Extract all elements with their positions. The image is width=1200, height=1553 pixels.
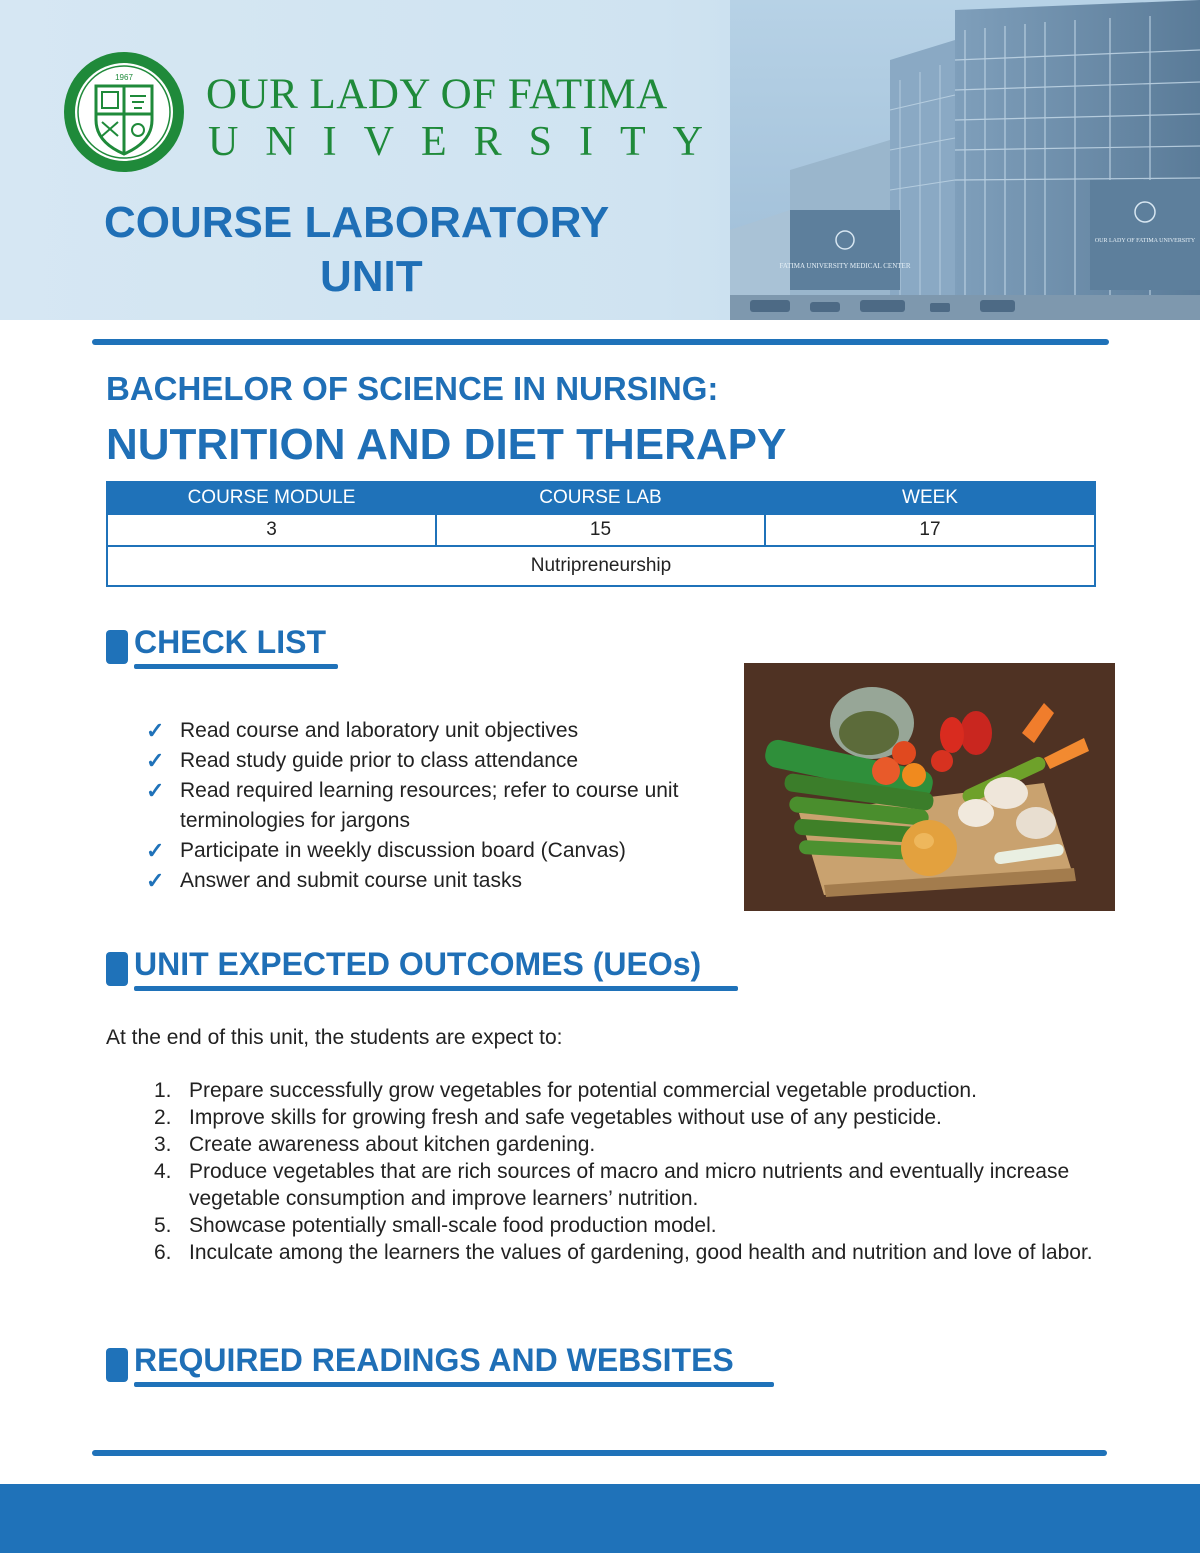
list-item — [106, 1212, 1096, 1239]
university-seal-icon — [62, 50, 186, 174]
unit-type-line2: UNIT — [320, 252, 423, 301]
course-lab-value: 15 — [436, 514, 765, 546]
readings-heading — [106, 1342, 806, 1392]
ueo-intro: At the end of this unit, the students are expect to: — [106, 1026, 563, 1049]
check-icon: ✓ — [146, 838, 165, 863]
check-icon: ✓ — [146, 868, 165, 893]
ueo-heading — [106, 946, 806, 996]
bottom-divider — [92, 1450, 1107, 1456]
ueo-item-text: Prepare successfully grow vegetables for potential commercial vegetable production. — [189, 1079, 977, 1102]
ueo-item-text: Inculcate among the learners the values of gardening, good health and nutrition and love of labor. — [189, 1241, 1093, 1264]
building-sign-right: OUR LADY OF FATIMA UNIVERSITY — [1094, 238, 1196, 244]
checklist-item-text: Answer and submit course unit tasks — [180, 869, 522, 892]
vegetable-crate-photo — [744, 663, 1115, 911]
item-number: 3. — [154, 1133, 172, 1156]
top-divider — [92, 339, 1109, 345]
list-item — [146, 866, 726, 896]
item-number: 5. — [154, 1214, 172, 1237]
check-icon: ✓ — [146, 748, 165, 773]
ueo-list — [106, 1077, 1096, 1266]
list-item — [146, 746, 726, 776]
heading-underline — [134, 1382, 774, 1387]
list-item — [146, 836, 726, 866]
header-course-lab: COURSE LAB — [436, 482, 765, 514]
table-row — [107, 546, 1095, 586]
unit-type-title — [104, 196, 664, 304]
heading-underline — [134, 664, 338, 669]
subject-title: NUTRITION AND DIET THERAPY — [106, 420, 787, 469]
list-item — [106, 1239, 1096, 1266]
program-title: BACHELOR OF SCIENCE IN NURSING: — [106, 370, 719, 407]
list-item — [106, 1158, 1096, 1212]
building-photo — [730, 0, 1200, 320]
list-item — [106, 1104, 1096, 1131]
heading-bar — [106, 630, 128, 664]
heading-bar — [106, 1348, 128, 1382]
ueo-heading-text: UNIT EXPECTED OUTCOMES (UEOs) — [134, 946, 702, 982]
checklist-item-text: Read required learning resources; refer to course unit terminologies for jargons — [180, 779, 679, 832]
ueo-item-text: Produce vegetables that are rich sources of macro and micro nutrients and eventually increase vegetable consumption and improve learners’ nutrition. — [189, 1160, 1070, 1210]
checklist-item-text: Read course and laboratory unit objectives — [180, 719, 579, 742]
checklist-item-text: Read study guide prior to class attendance — [180, 749, 579, 772]
header-week: WEEK — [765, 482, 1095, 514]
checklist-item-text: Participate in weekly discussion board (Canvas) — [180, 839, 626, 862]
seal-year: 1967 — [115, 73, 133, 82]
check-icon: ✓ — [146, 778, 165, 803]
course-module-value: 3 — [107, 514, 436, 546]
heading-bar — [106, 952, 128, 986]
ueo-item-text: Create awareness about kitchen gardening. — [189, 1133, 596, 1156]
list-item — [106, 1131, 1096, 1158]
check-icon: ✓ — [146, 718, 165, 743]
unit-type-line1: COURSE LABORATORY — [104, 198, 610, 247]
item-number: 4. — [154, 1160, 172, 1183]
university-name-line2: UNIVERSITY — [208, 119, 730, 165]
ueo-item-text: Showcase potentially small-scale food production model. — [189, 1214, 717, 1237]
building-sign-left: FATIMA UNIVERSITY MEDICAL CENTER — [779, 262, 911, 270]
checklist — [146, 716, 726, 896]
list-item — [146, 776, 726, 836]
week-value: 17 — [765, 514, 1095, 546]
course-info-table — [106, 481, 1096, 587]
table-header-row — [107, 482, 1095, 514]
item-number: 2. — [154, 1106, 172, 1129]
checklist-heading-text: CHECK LIST — [134, 624, 326, 660]
header-banner — [0, 0, 1200, 320]
list-item — [106, 1077, 1096, 1104]
table-row — [107, 514, 1095, 546]
item-number: 6. — [154, 1241, 172, 1264]
university-name-line1: OUR LADY OF FATIMA — [206, 71, 668, 118]
topic-value: Nutripreneurship — [107, 546, 1095, 586]
footer-bar — [0, 1484, 1200, 1553]
heading-underline — [134, 986, 738, 991]
list-item — [146, 716, 726, 746]
readings-heading-text: REQUIRED READINGS AND WEBSITES — [134, 1342, 734, 1378]
header-course-module: COURSE MODULE — [107, 482, 436, 514]
ueo-item-text: Improve skills for growing fresh and safe vegetables without use of any pesticide. — [189, 1106, 942, 1129]
checklist-heading — [106, 624, 426, 674]
item-number: 1. — [154, 1079, 172, 1102]
